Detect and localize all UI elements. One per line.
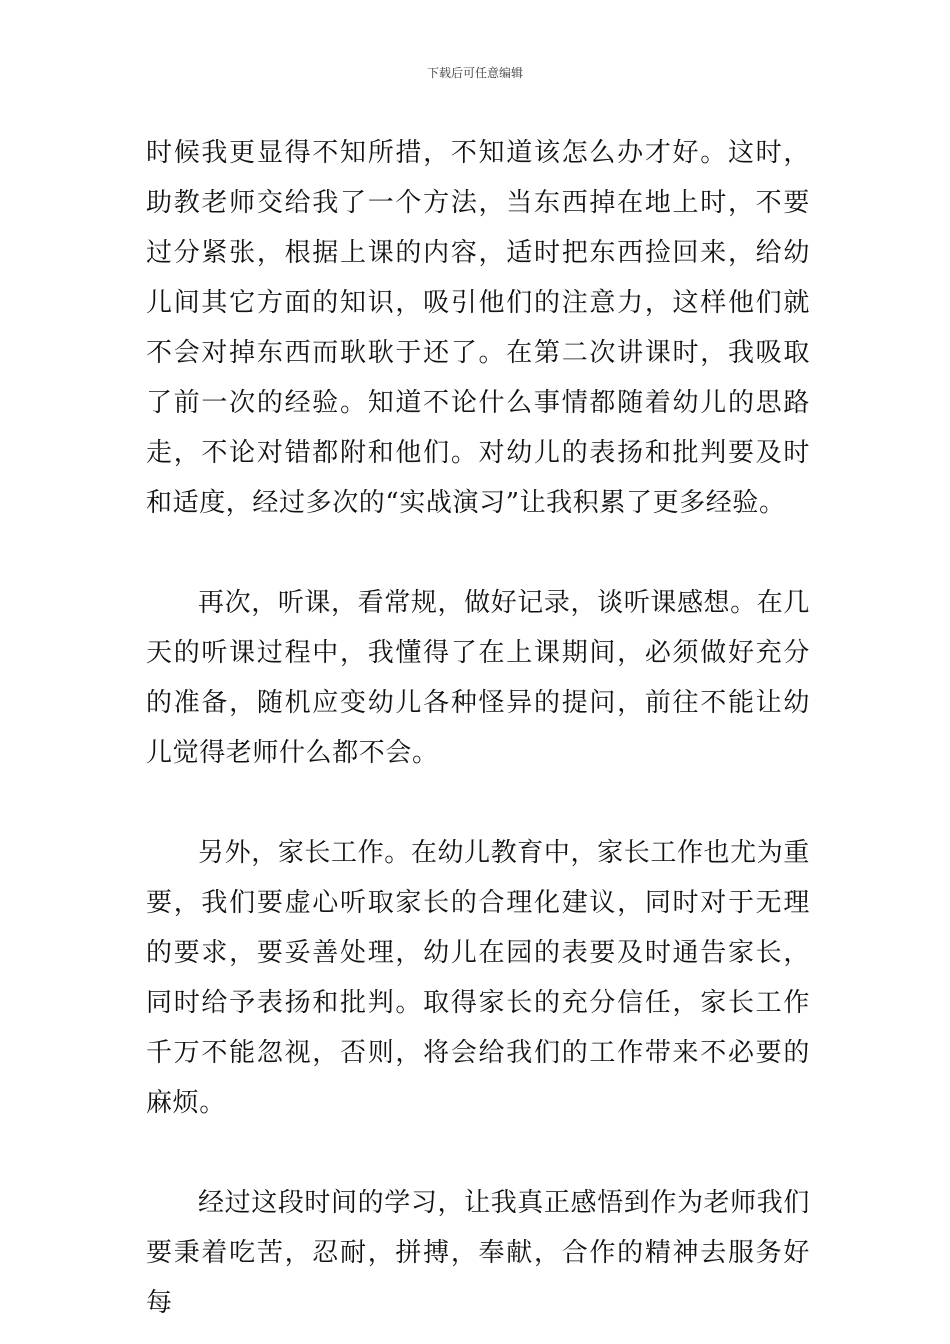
header-note: 下载后可任意编辑 bbox=[426, 66, 523, 80]
paragraph-3: 另外，家长工作。在幼儿教育中，家长工作也尤为重要，我们要虚心听取家长的合理化建议，同时对于无理的要求，要妥善处理，幼儿在园的表要及时通告家长，同时给予表扬和批判。取得家长的充分信任，家长工作千万不能忽视，否则，将会给我们的工作带来不必要的麻烦。 bbox=[146, 838, 810, 1118]
paragraph-2: 再次，听课，看常规，做好记录，谈听课感想。在几天的听课过程中，我懂得了在上课期间，必须做好充分的准备，随机应变幼儿各种怪异的提问，前往不能让幼儿觉得老师什么都不会。 bbox=[146, 588, 810, 768]
paragraph-gap bbox=[146, 1128, 810, 1178]
paragraph-gap bbox=[146, 528, 810, 578]
paragraph-4: 经过这段时间的学习，让我真正感悟到作为老师我们要秉着吃苦，忍耐，拼搏，奉献，合作的精神去服务好每 bbox=[146, 1188, 810, 1318]
document-body bbox=[146, 128, 810, 1328]
paragraph-gap bbox=[146, 778, 810, 828]
paragraph-1: 时候我更显得不知所措，不知道该怎么办才好。这时，助教老师交给我了一个方法，当东西掉在地上时，不要过分紧张，根据上课的内容，适时把东西捡回来，给幼儿间其它方面的知识，吸引他们的注意力，这样他们就不会对掉东西而耿耿于还了。在第二次讲课时，我吸取了前一次的经验。知道不论什么事情都随着幼儿的思路走，不论对错都附和他们。对幼儿的表扬和批判要及时和适度，经过多次的“实战演习”让我积累了更多经验。 bbox=[146, 138, 810, 518]
